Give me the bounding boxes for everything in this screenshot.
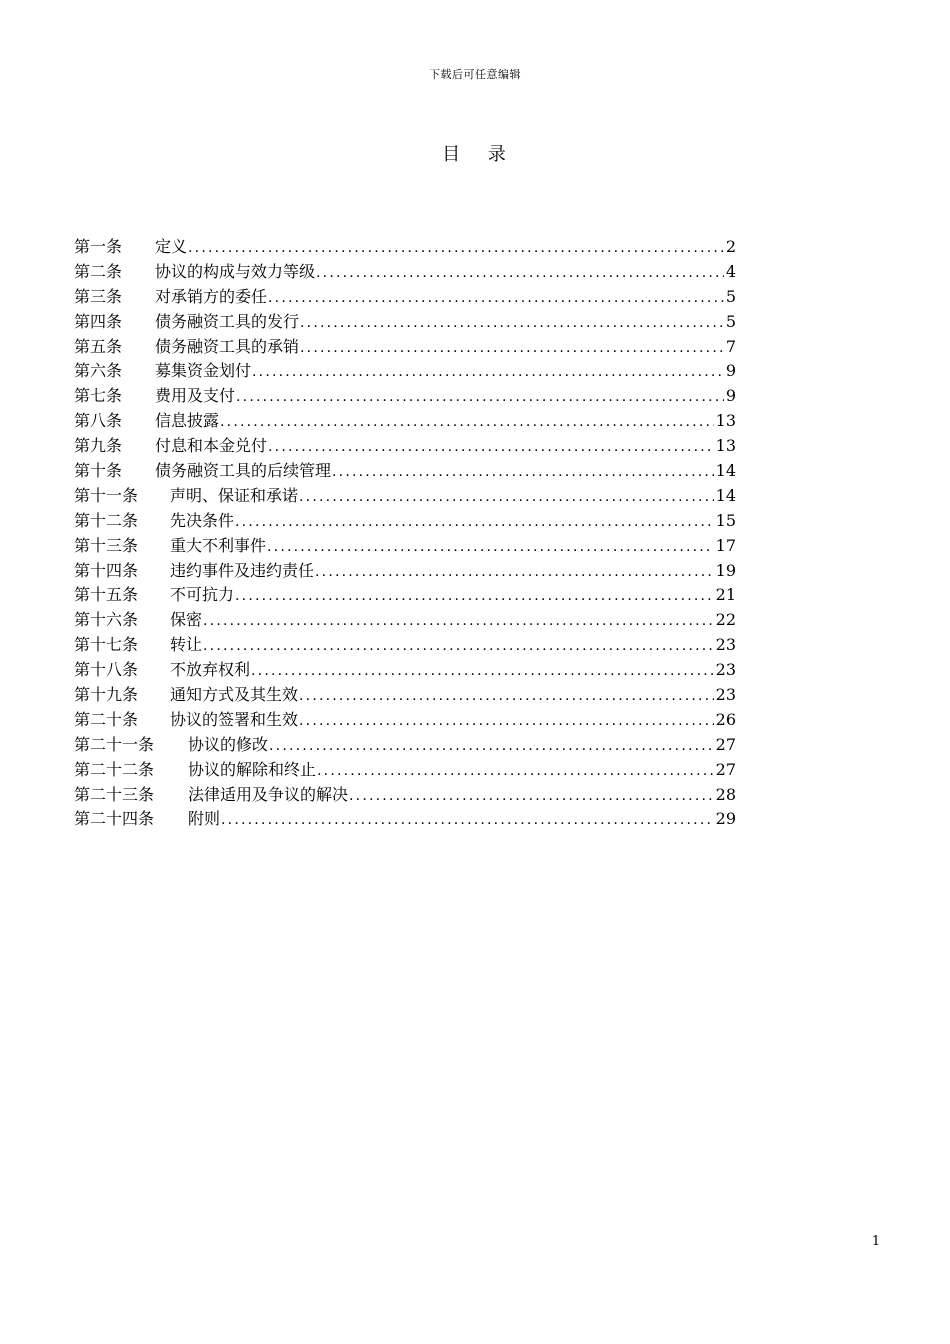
toc-page-number: 22 [715,610,736,630]
toc-dot-leader [202,634,714,659]
toc-article-number: 第二十三条 [74,784,155,804]
toc-dot-leader [250,659,714,684]
toc-article-number: 第十七条 [74,635,139,655]
toc-dot-leader [220,808,714,833]
toc-heading: 声明、保证和承诺 [170,485,299,505]
toc-heading: 信息披露 [155,411,220,431]
toc-article-number: 第十条 [74,461,123,481]
toc-page-number: 5 [725,286,736,306]
toc-heading: 协议的签署和生效 [170,709,299,729]
toc-article-number: 第二十一条 [74,734,155,754]
toc-entry[interactable] [74,310,736,335]
toc-article-number: 第十六条 [74,610,139,630]
page-number: 1 [871,1234,881,1249]
toc-article-number: 第十二条 [74,510,139,530]
toc-article-number: 第一条 [74,237,123,256]
toc-dot-leader [202,609,714,634]
toc-dot-leader [234,584,714,609]
toc-dot-leader [234,510,714,535]
toc-page-number: 29 [715,809,736,829]
toc-dot-leader [219,410,714,435]
toc-entry[interactable] [74,260,736,285]
toc-entry[interactable] [74,285,736,310]
toc-heading: 违约事件及违约责任 [170,560,315,580]
toc-page-number: 23 [715,660,736,680]
toc-entry[interactable] [74,608,736,633]
toc-page-number: 19 [715,560,736,580]
toc-heading: 法律适用及争议的解决 [188,784,349,804]
toc-entry[interactable] [74,335,736,360]
toc-article-number: 第四条 [74,311,123,331]
toc-heading: 协议的构成与效力等级 [155,261,316,281]
toc-heading: 保密 [170,610,203,630]
table-of-contents [74,235,736,832]
toc-entry[interactable] [74,633,736,658]
toc-dot-leader [251,360,724,385]
toc-article-number: 第六条 [74,361,123,381]
toc-page-number: 17 [715,535,736,555]
toc-article-number: 第十九条 [74,685,139,705]
toc-dot-leader [268,734,714,759]
toc-page-number: 27 [715,734,736,754]
toc-page-number: 4 [725,261,736,281]
toc-dot-leader [267,435,714,460]
toc-page-number: 21 [715,585,736,605]
toc-article-number: 第七条 [74,386,123,406]
toc-page-number: 14 [715,485,736,505]
toc-page-number: 9 [725,361,736,381]
toc-entry[interactable] [74,807,736,832]
toc-entry[interactable] [74,658,736,683]
toc-entry[interactable] [74,509,736,534]
toc-article-number: 第十五条 [74,585,139,605]
toc-article-number: 第十八条 [74,660,139,680]
toc-entry[interactable] [74,384,736,409]
toc-dot-leader [331,460,714,485]
toc-heading: 不放弃权利 [170,660,251,680]
toc-heading: 募集资金划付 [155,361,252,381]
toc-heading: 协议的解除和终止 [188,759,317,779]
toc-heading: 付息和本金兑付 [155,436,268,456]
toc-dot-leader [299,311,724,336]
toc-entry[interactable] [74,359,736,384]
toc-heading: 通知方式及其生效 [170,685,299,705]
toc-dot-leader [235,385,724,410]
toc-page-number: 27 [715,759,736,779]
toc-page-number: 9 [725,386,736,406]
toc-dot-leader [267,286,724,311]
toc-heading: 附则 [188,809,221,829]
toc-entry[interactable] [74,683,736,708]
toc-dot-leader [348,784,714,809]
page-title: 目 录 [442,144,508,165]
toc-entry[interactable] [74,459,736,484]
toc-entry[interactable] [74,235,736,260]
toc-article-number: 第九条 [74,436,123,456]
toc-heading: 债务融资工具的承销 [155,336,300,356]
toc-article-number: 第十三条 [74,535,139,555]
toc-article-number: 第三条 [74,286,123,306]
toc-heading: 债务融资工具的发行 [155,311,300,331]
toc-entry[interactable] [74,484,736,509]
toc-page-number: 23 [715,685,736,705]
toc-heading: 不可抗力 [170,585,235,605]
toc-dot-leader [266,535,714,560]
toc-heading: 转让 [170,635,203,655]
toc-entry[interactable] [74,708,736,733]
toc-dot-leader [298,709,714,734]
toc-entry[interactable] [74,583,736,608]
toc-entry[interactable] [74,758,736,783]
toc-page-number: 14 [715,461,736,481]
toc-heading: 重大不利事件 [170,535,267,555]
toc-heading: 协议的修改 [188,734,269,754]
toc-heading: 先决条件 [170,510,235,530]
toc-dot-leader [187,236,724,261]
toc-article-number: 第二条 [74,261,123,281]
toc-entry[interactable] [74,783,736,808]
toc-heading: 费用及支付 [155,386,236,406]
toc-dot-leader [315,261,724,286]
toc-page-number: 13 [715,411,736,431]
toc-entry[interactable] [74,534,736,559]
toc-entry[interactable] [74,559,736,584]
toc-page-number: 23 [715,635,736,655]
toc-article-number: 第五条 [74,336,123,356]
toc-dot-leader [314,560,714,585]
toc-article-number: 第二十条 [74,709,139,729]
toc-article-number: 第二十二条 [74,759,155,779]
toc-page-number: 28 [715,784,736,804]
toc-article-number: 第二十四条 [74,809,155,829]
toc-page-number: 26 [715,709,736,729]
toc-page-number: 2 [725,237,736,256]
toc-article-number: 第十一条 [74,485,139,505]
header-note: 下载后可任意编辑 [429,68,521,81]
toc-heading: 对承销方的委任 [155,286,268,306]
toc-dot-leader [299,336,724,361]
toc-heading: 债务融资工具的后续管理 [155,461,332,481]
toc-article-number: 第八条 [74,411,123,431]
toc-dot-leader [316,759,714,784]
toc-page-number: 7 [725,336,736,356]
toc-dot-leader [298,684,714,709]
toc-page-number: 13 [715,436,736,456]
toc-entry[interactable] [74,434,736,459]
toc-entry[interactable] [74,733,736,758]
toc-dot-leader [298,485,714,510]
toc-entry[interactable] [74,409,736,434]
toc-article-number: 第十四条 [74,560,139,580]
toc-heading: 定义 [155,237,188,256]
toc-page-number: 15 [715,510,736,530]
toc-page-number: 5 [725,311,736,331]
